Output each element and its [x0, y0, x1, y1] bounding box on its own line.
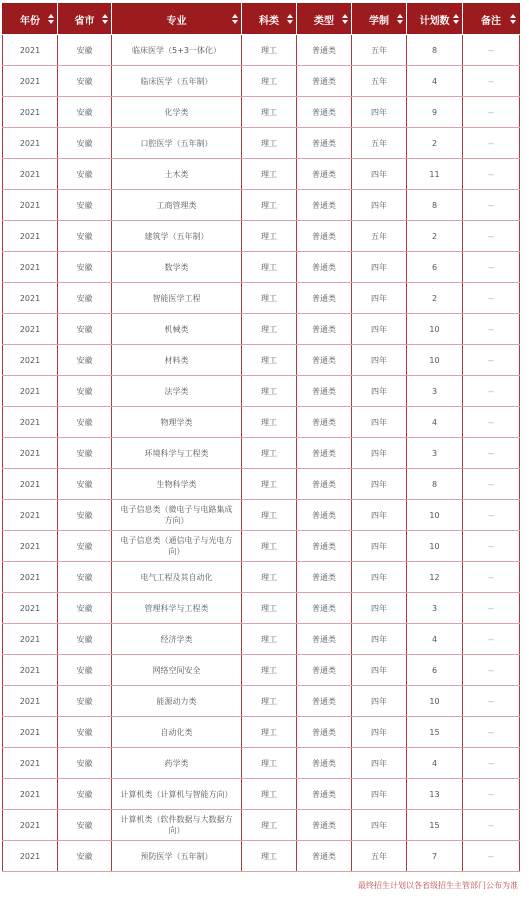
cell-province: 安徽 — [58, 748, 112, 779]
cell-note: -- — [463, 35, 520, 66]
cell-note: -- — [463, 128, 520, 159]
cell-subject: 理工 — [242, 717, 297, 748]
sort-ascending-icon — [102, 14, 108, 18]
cell-subject: 理工 — [242, 190, 297, 221]
cell-major: 法学类 — [112, 376, 242, 407]
cell-province: 安徽 — [58, 655, 112, 686]
column-header-label: 备注 — [481, 15, 501, 27]
cell-plan: 13 — [407, 779, 463, 810]
sort-descending-icon — [342, 20, 348, 24]
cell-duration: 四年 — [352, 376, 407, 407]
cell-plan: 4 — [407, 624, 463, 655]
cell-type: 普通类 — [297, 376, 352, 407]
sort-ascending-icon — [287, 14, 293, 18]
sort-ascending-icon — [510, 14, 516, 18]
cell-year: 2021 — [3, 376, 58, 407]
cell-year: 2021 — [3, 221, 58, 252]
table-row — [3, 593, 520, 624]
cell-major: 电子信息类（微电子与电路集成方向） — [112, 500, 242, 531]
cell-type: 普通类 — [297, 593, 352, 624]
cell-year: 2021 — [3, 624, 58, 655]
cell-year: 2021 — [3, 779, 58, 810]
cell-note: -- — [463, 624, 520, 655]
cell-note: -- — [463, 407, 520, 438]
cell-major: 化学类 — [112, 97, 242, 128]
cell-note: -- — [463, 252, 520, 283]
sort-icon[interactable] — [231, 12, 238, 26]
table-row — [3, 841, 520, 872]
cell-subject: 理工 — [242, 469, 297, 500]
cell-type: 普通类 — [297, 841, 352, 872]
sort-ascending-icon — [232, 14, 238, 18]
cell-year: 2021 — [3, 97, 58, 128]
cell-note: -- — [463, 531, 520, 562]
table-row — [3, 407, 520, 438]
cell-major: 临床医学（5+3一体化） — [112, 35, 242, 66]
cell-duration: 四年 — [352, 500, 407, 531]
column-header-label: 类型 — [314, 15, 334, 27]
cell-major: 数学类 — [112, 252, 242, 283]
cell-type: 普通类 — [297, 810, 352, 841]
cell-duration: 四年 — [352, 748, 407, 779]
column-header-major[interactable] — [112, 4, 242, 35]
cell-province: 安徽 — [58, 810, 112, 841]
cell-year: 2021 — [3, 35, 58, 66]
table-row — [3, 252, 520, 283]
column-header-label: 学制 — [369, 15, 389, 27]
cell-duration: 四年 — [352, 407, 407, 438]
table-row — [3, 128, 520, 159]
cell-plan: 7 — [407, 841, 463, 872]
cell-note: -- — [463, 469, 520, 500]
table-row — [3, 810, 520, 841]
cell-type: 普通类 — [297, 252, 352, 283]
cell-province: 安徽 — [58, 407, 112, 438]
cell-subject: 理工 — [242, 252, 297, 283]
cell-year: 2021 — [3, 841, 58, 872]
table-row — [3, 717, 520, 748]
cell-major: 计算机类（软件数据与大数据方向） — [112, 810, 242, 841]
cell-subject: 理工 — [242, 283, 297, 314]
cell-type: 普通类 — [297, 314, 352, 345]
cell-plan: 10 — [407, 500, 463, 531]
cell-major: 工商管理类 — [112, 190, 242, 221]
cell-province: 安徽 — [58, 283, 112, 314]
column-header-subject[interactable] — [242, 4, 297, 35]
column-header-note[interactable] — [463, 4, 520, 35]
cell-duration: 四年 — [352, 531, 407, 562]
cell-province: 安徽 — [58, 531, 112, 562]
cell-major: 临床医学（五年制） — [112, 66, 242, 97]
sort-ascending-icon — [397, 14, 403, 18]
sort-ascending-icon — [342, 14, 348, 18]
cell-subject: 理工 — [242, 593, 297, 624]
cell-subject: 理工 — [242, 779, 297, 810]
cell-duration: 四年 — [352, 655, 407, 686]
cell-subject: 理工 — [242, 841, 297, 872]
cell-plan: 4 — [407, 407, 463, 438]
table-row — [3, 531, 520, 562]
cell-duration: 四年 — [352, 345, 407, 376]
cell-year: 2021 — [3, 438, 58, 469]
cell-duration: 四年 — [352, 624, 407, 655]
cell-province: 安徽 — [58, 252, 112, 283]
cell-major: 自动化类 — [112, 717, 242, 748]
cell-year: 2021 — [3, 190, 58, 221]
cell-plan: 6 — [407, 252, 463, 283]
cell-note: -- — [463, 779, 520, 810]
cell-plan: 2 — [407, 221, 463, 252]
table-row — [3, 469, 520, 500]
cell-subject: 理工 — [242, 66, 297, 97]
cell-year: 2021 — [3, 314, 58, 345]
cell-major: 口腔医学（五年制） — [112, 128, 242, 159]
cell-subject: 理工 — [242, 810, 297, 841]
cell-type: 普通类 — [297, 97, 352, 128]
cell-major: 智能医学工程 — [112, 283, 242, 314]
cell-type: 普通类 — [297, 624, 352, 655]
cell-duration: 四年 — [352, 314, 407, 345]
cell-major: 机械类 — [112, 314, 242, 345]
cell-duration: 四年 — [352, 562, 407, 593]
cell-province: 安徽 — [58, 593, 112, 624]
cell-plan: 6 — [407, 655, 463, 686]
cell-subject: 理工 — [242, 748, 297, 779]
cell-type: 普通类 — [297, 686, 352, 717]
cell-note: -- — [463, 841, 520, 872]
cell-major: 电子信息类（通信电子与光电方向） — [112, 531, 242, 562]
table-row — [3, 500, 520, 531]
cell-subject: 理工 — [242, 624, 297, 655]
table-row — [3, 748, 520, 779]
cell-year: 2021 — [3, 748, 58, 779]
cell-province: 安徽 — [58, 97, 112, 128]
table-row — [3, 283, 520, 314]
cell-note: -- — [463, 593, 520, 624]
cell-major: 物理学类 — [112, 407, 242, 438]
table-body — [3, 35, 520, 872]
cell-note: -- — [463, 717, 520, 748]
cell-plan: 11 — [407, 159, 463, 190]
cell-type: 普通类 — [297, 407, 352, 438]
table-row — [3, 655, 520, 686]
cell-note: -- — [463, 376, 520, 407]
sort-icon[interactable] — [101, 12, 108, 26]
cell-type: 普通类 — [297, 221, 352, 252]
cell-note: -- — [463, 686, 520, 717]
cell-major: 生物科学类 — [112, 469, 242, 500]
cell-type: 普通类 — [297, 66, 352, 97]
table-row — [3, 66, 520, 97]
cell-note: -- — [463, 97, 520, 128]
sort-descending-icon — [102, 20, 108, 24]
table-row — [3, 159, 520, 190]
cell-plan: 10 — [407, 314, 463, 345]
cell-type: 普通类 — [297, 190, 352, 221]
sort-icon[interactable] — [286, 12, 293, 26]
cell-subject: 理工 — [242, 531, 297, 562]
cell-plan: 15 — [407, 810, 463, 841]
cell-duration: 五年 — [352, 841, 407, 872]
table-row — [3, 221, 520, 252]
table-row — [3, 562, 520, 593]
cell-subject: 理工 — [242, 376, 297, 407]
table-row — [3, 314, 520, 345]
cell-plan: 3 — [407, 376, 463, 407]
column-header-label: 省市 — [74, 15, 95, 27]
cell-plan: 10 — [407, 345, 463, 376]
cell-note: -- — [463, 655, 520, 686]
sort-descending-icon — [397, 20, 403, 24]
cell-type: 普通类 — [297, 159, 352, 190]
sort-descending-icon — [287, 20, 293, 24]
cell-year: 2021 — [3, 562, 58, 593]
cell-note: -- — [463, 66, 520, 97]
cell-major: 管理科学与工程类 — [112, 593, 242, 624]
cell-subject: 理工 — [242, 97, 297, 128]
cell-year: 2021 — [3, 469, 58, 500]
column-header-province[interactable] — [58, 4, 112, 35]
cell-plan: 2 — [407, 283, 463, 314]
table-row — [3, 97, 520, 128]
cell-plan: 3 — [407, 438, 463, 469]
sort-descending-icon — [510, 20, 516, 24]
sort-ascending-icon — [48, 14, 54, 18]
cell-subject: 理工 — [242, 159, 297, 190]
table-row — [3, 376, 520, 407]
column-header-type[interactable] — [297, 4, 352, 35]
cell-year: 2021 — [3, 655, 58, 686]
cell-province: 安徽 — [58, 717, 112, 748]
cell-plan: 8 — [407, 35, 463, 66]
cell-note: -- — [463, 500, 520, 531]
cell-province: 安徽 — [58, 779, 112, 810]
table-row — [3, 624, 520, 655]
cell-type: 普通类 — [297, 748, 352, 779]
sort-ascending-icon — [453, 14, 459, 18]
sort-icon[interactable] — [341, 12, 348, 26]
cell-plan: 4 — [407, 748, 463, 779]
cell-type: 普通类 — [297, 35, 352, 66]
cell-note: -- — [463, 345, 520, 376]
cell-duration: 五年 — [352, 35, 407, 66]
cell-subject: 理工 — [242, 562, 297, 593]
cell-province: 安徽 — [58, 221, 112, 252]
cell-plan: 3 — [407, 593, 463, 624]
cell-plan: 10 — [407, 686, 463, 717]
column-header-year[interactable] — [3, 4, 58, 35]
cell-plan: 8 — [407, 190, 463, 221]
cell-plan: 8 — [407, 469, 463, 500]
cell-major: 预防医学（五年制） — [112, 841, 242, 872]
cell-duration: 四年 — [352, 717, 407, 748]
cell-type: 普通类 — [297, 531, 352, 562]
cell-year: 2021 — [3, 407, 58, 438]
cell-type: 普通类 — [297, 717, 352, 748]
sort-icon[interactable] — [396, 12, 403, 26]
cell-note: -- — [463, 283, 520, 314]
cell-major: 能源动力类 — [112, 686, 242, 717]
table-row — [3, 686, 520, 717]
table-row — [3, 345, 520, 376]
cell-plan: 15 — [407, 717, 463, 748]
cell-note: -- — [463, 221, 520, 252]
cell-note: -- — [463, 748, 520, 779]
cell-subject: 理工 — [242, 35, 297, 66]
cell-type: 普通类 — [297, 283, 352, 314]
cell-province: 安徽 — [58, 345, 112, 376]
sort-descending-icon — [48, 20, 54, 24]
cell-duration: 五年 — [352, 128, 407, 159]
cell-note: -- — [463, 159, 520, 190]
cell-year: 2021 — [3, 66, 58, 97]
cell-duration: 五年 — [352, 66, 407, 97]
cell-subject: 理工 — [242, 128, 297, 159]
sort-descending-icon — [453, 20, 459, 24]
cell-province: 安徽 — [58, 159, 112, 190]
cell-plan: 12 — [407, 562, 463, 593]
cell-year: 2021 — [3, 686, 58, 717]
cell-duration: 四年 — [352, 283, 407, 314]
cell-major: 环境科学与工程类 — [112, 438, 242, 469]
cell-duration: 四年 — [352, 438, 407, 469]
cell-duration: 四年 — [352, 252, 407, 283]
cell-subject: 理工 — [242, 314, 297, 345]
cell-type: 普通类 — [297, 655, 352, 686]
cell-duration: 四年 — [352, 686, 407, 717]
cell-type: 普通类 — [297, 562, 352, 593]
cell-duration: 五年 — [352, 221, 407, 252]
cell-province: 安徽 — [58, 128, 112, 159]
cell-year: 2021 — [3, 345, 58, 376]
cell-subject: 理工 — [242, 655, 297, 686]
column-header-duration[interactable] — [352, 4, 407, 35]
column-header-label: 专业 — [166, 15, 187, 27]
table-row — [3, 35, 520, 66]
cell-province: 安徽 — [58, 314, 112, 345]
cell-province: 安徽 — [58, 438, 112, 469]
cell-province: 安徽 — [58, 500, 112, 531]
admission-plan-table — [2, 3, 520, 872]
sort-icon[interactable] — [509, 12, 516, 26]
column-header-label: 计划数 — [419, 15, 450, 27]
column-header-plan[interactable] — [407, 4, 463, 35]
cell-plan: 2 — [407, 128, 463, 159]
cell-province: 安徽 — [58, 624, 112, 655]
cell-province: 安徽 — [58, 376, 112, 407]
cell-type: 普通类 — [297, 469, 352, 500]
cell-major: 计算机类（计算机与智能方向） — [112, 779, 242, 810]
cell-major: 电气工程及其自动化 — [112, 562, 242, 593]
cell-province: 安徽 — [58, 562, 112, 593]
cell-type: 普通类 — [297, 128, 352, 159]
cell-subject: 理工 — [242, 686, 297, 717]
header-row — [3, 4, 520, 35]
cell-duration: 四年 — [352, 190, 407, 221]
cell-subject: 理工 — [242, 345, 297, 376]
cell-note: -- — [463, 314, 520, 345]
footnote: 最终招生计划以各省级招生主管部门公布为准 — [358, 881, 518, 890]
cell-year: 2021 — [3, 252, 58, 283]
cell-note: -- — [463, 810, 520, 841]
cell-major: 建筑学（五年制） — [112, 221, 242, 252]
cell-major: 材料类 — [112, 345, 242, 376]
cell-year: 2021 — [3, 128, 58, 159]
cell-type: 普通类 — [297, 500, 352, 531]
cell-note: -- — [463, 438, 520, 469]
cell-year: 2021 — [3, 283, 58, 314]
cell-duration: 四年 — [352, 810, 407, 841]
cell-plan: 4 — [407, 66, 463, 97]
cell-year: 2021 — [3, 159, 58, 190]
cell-subject: 理工 — [242, 221, 297, 252]
sort-icon[interactable] — [47, 12, 54, 26]
cell-duration: 四年 — [352, 97, 407, 128]
cell-duration: 四年 — [352, 779, 407, 810]
cell-year: 2021 — [3, 500, 58, 531]
table-header — [3, 4, 520, 35]
cell-plan: 9 — [407, 97, 463, 128]
cell-subject: 理工 — [242, 500, 297, 531]
column-header-label: 科类 — [259, 15, 279, 27]
cell-major: 网络空间安全 — [112, 655, 242, 686]
cell-province: 安徽 — [58, 35, 112, 66]
cell-province: 安徽 — [58, 190, 112, 221]
table-row — [3, 438, 520, 469]
cell-province: 安徽 — [58, 469, 112, 500]
cell-province: 安徽 — [58, 686, 112, 717]
cell-province: 安徽 — [58, 841, 112, 872]
cell-major: 经济学类 — [112, 624, 242, 655]
cell-province: 安徽 — [58, 66, 112, 97]
cell-subject: 理工 — [242, 407, 297, 438]
cell-note: -- — [463, 190, 520, 221]
cell-type: 普通类 — [297, 438, 352, 469]
column-header-label: 年份 — [20, 15, 40, 27]
cell-duration: 四年 — [352, 469, 407, 500]
cell-plan: 10 — [407, 531, 463, 562]
table-row — [3, 779, 520, 810]
cell-duration: 四年 — [352, 593, 407, 624]
cell-year: 2021 — [3, 717, 58, 748]
cell-year: 2021 — [3, 531, 58, 562]
cell-type: 普通类 — [297, 779, 352, 810]
sort-descending-icon — [232, 20, 238, 24]
cell-year: 2021 — [3, 810, 58, 841]
cell-major: 土木类 — [112, 159, 242, 190]
cell-subject: 理工 — [242, 438, 297, 469]
cell-duration: 四年 — [352, 159, 407, 190]
cell-note: -- — [463, 562, 520, 593]
sort-icon[interactable] — [452, 12, 459, 26]
cell-type: 普通类 — [297, 345, 352, 376]
table-row — [3, 190, 520, 221]
cell-major: 药学类 — [112, 748, 242, 779]
cell-year: 2021 — [3, 593, 58, 624]
